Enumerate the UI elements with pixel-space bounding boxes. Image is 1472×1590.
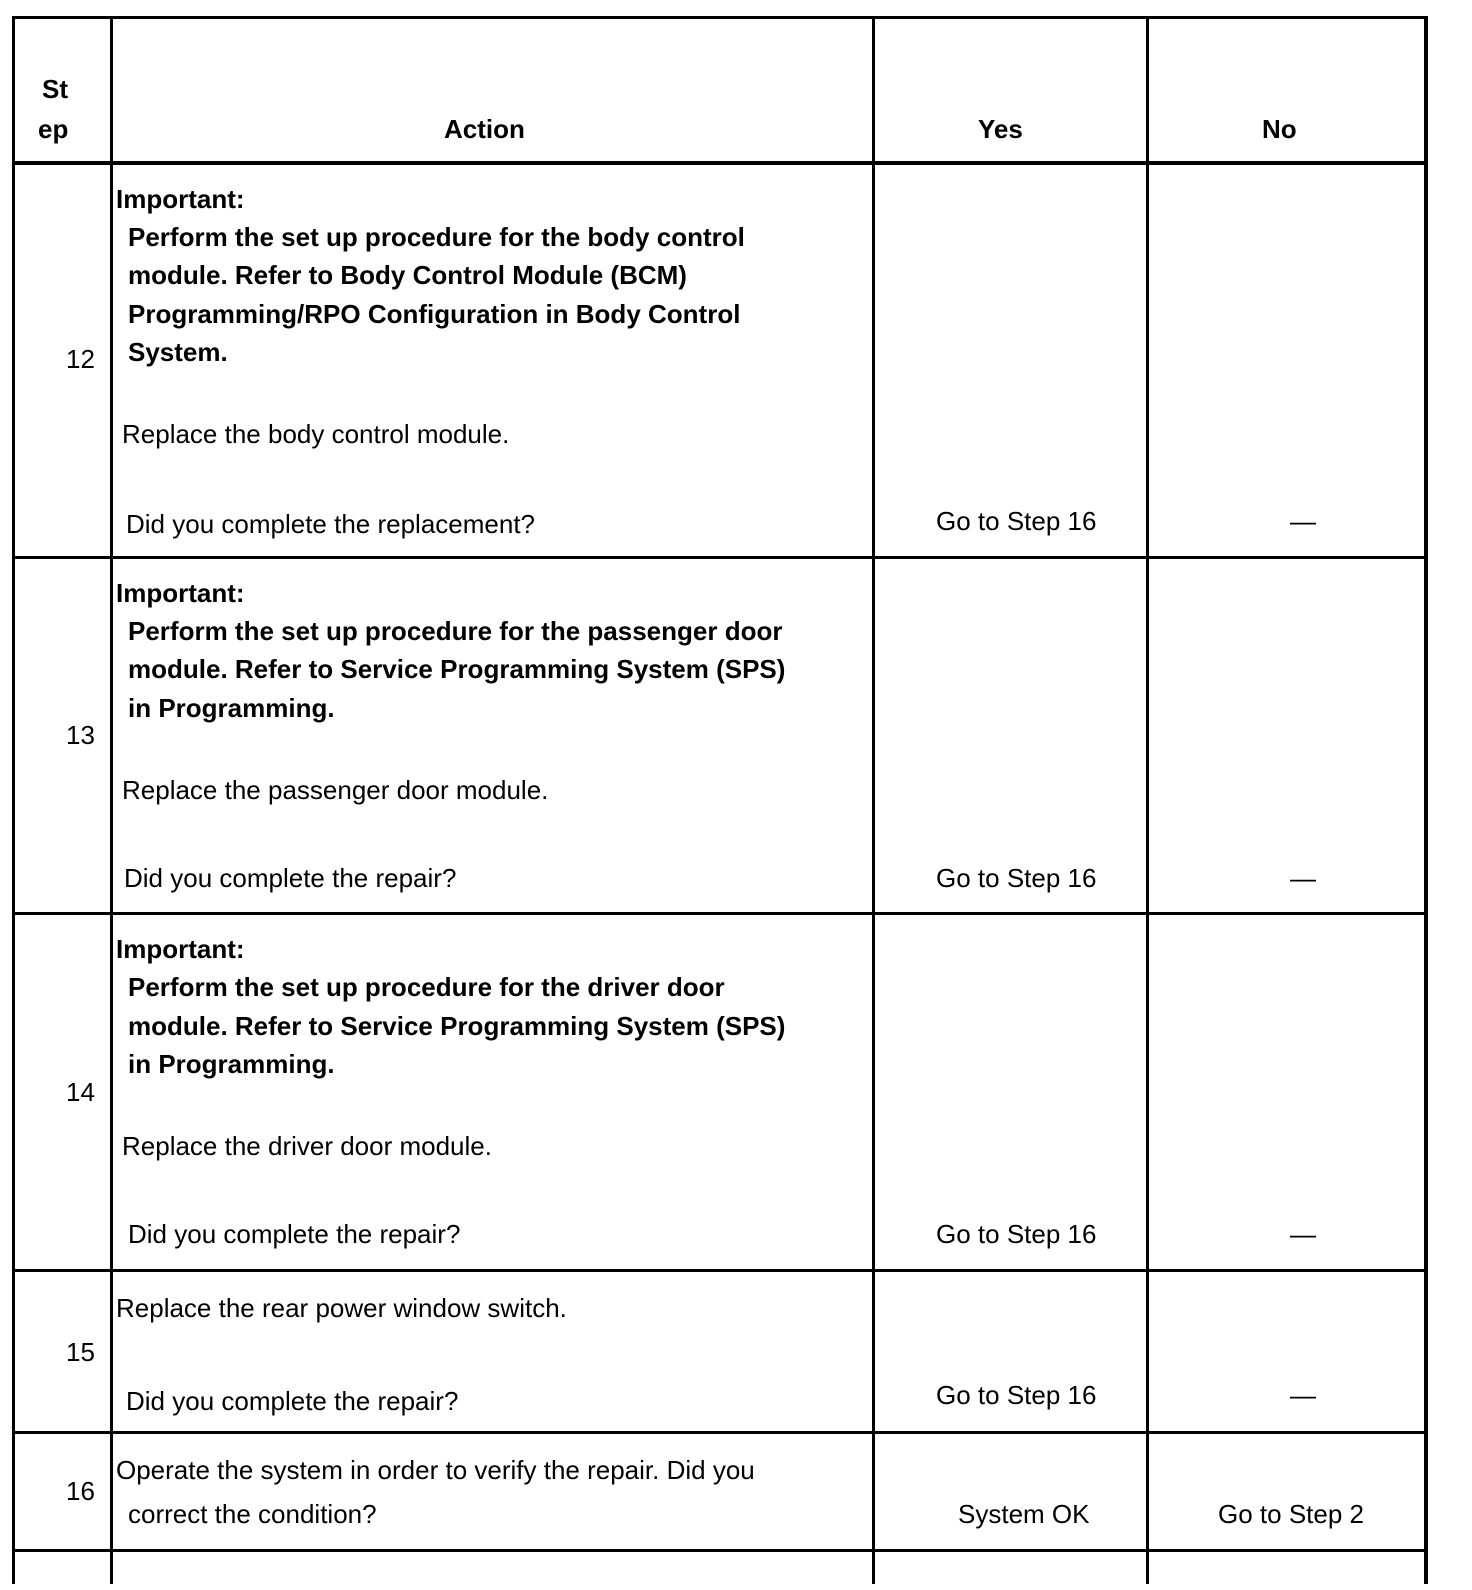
important-text: module. Refer to Service Programming System (SPS) (128, 1011, 786, 1041)
instruction-text: correct the condition? (128, 1499, 377, 1529)
grid-line (872, 16, 875, 1584)
header-step-line2: ep (38, 114, 69, 144)
no-result: Go to Step 2 (1218, 1499, 1364, 1529)
grid-line (12, 1549, 1428, 1552)
important-text: in Programming. (128, 693, 335, 723)
no-result: — (1290, 1380, 1316, 1410)
important-text: Perform the set up procedure for the passenger door (128, 616, 783, 646)
grid-line (1424, 16, 1428, 1584)
grid-line (110, 16, 113, 1584)
instruction-text: Operate the system in order to verify the repair. Did you (116, 1455, 755, 1485)
instruction-text: Replace the rear power window switch. (116, 1293, 567, 1323)
important-label: Important: (116, 578, 245, 608)
yes-result: Go to Step 16 (936, 1380, 1097, 1410)
header-no: No (1262, 114, 1297, 144)
yes-result: System OK (958, 1499, 1090, 1529)
important-text: Perform the set up procedure for the body control (128, 222, 745, 252)
grid-line (12, 161, 1428, 165)
step-number: 12 (66, 344, 95, 374)
question-text: Did you complete the repair? (124, 863, 457, 893)
grid-line (12, 16, 1428, 19)
important-text: Programming/RPO Configuration in Body Control (128, 299, 741, 329)
important-text: module. Refer to Body Control Module (BCM) (128, 260, 687, 290)
header-action: Action (444, 114, 525, 144)
important-text: module. Refer to Service Programming System (SPS) (128, 654, 786, 684)
no-result: — (1290, 506, 1316, 536)
important-text: System. (128, 337, 228, 367)
step-number: 16 (66, 1476, 95, 1506)
instruction-text: Replace the driver door module. (122, 1131, 492, 1161)
grid-line (12, 1269, 1428, 1272)
important-label: Important: (116, 934, 245, 964)
grid-line (12, 912, 1428, 915)
question-text: Did you complete the repair? (128, 1219, 461, 1249)
question-text: Did you complete the replacement? (126, 509, 536, 539)
no-result: — (1290, 863, 1316, 893)
yes-result: Go to Step 16 (936, 506, 1097, 536)
important-text: in Programming. (128, 1049, 335, 1079)
question-text: Did you complete the repair? (126, 1386, 459, 1416)
step-number: 15 (66, 1337, 95, 1367)
grid-line (12, 556, 1428, 559)
instruction-text: Replace the body control module. (122, 419, 510, 449)
grid-line (12, 1431, 1428, 1434)
grid-line (12, 16, 15, 1584)
step-number: 13 (66, 720, 95, 750)
instruction-text: Replace the passenger door module. (122, 775, 549, 805)
yes-result: Go to Step 16 (936, 863, 1097, 893)
step-number: 14 (66, 1077, 95, 1107)
important-label: Important: (116, 184, 245, 214)
yes-result: Go to Step 16 (936, 1219, 1097, 1249)
grid-line (1146, 16, 1149, 1584)
header-step-line1: St (42, 74, 68, 104)
header-yes: Yes (978, 114, 1023, 144)
diagnostic-table (12, 16, 1460, 1584)
important-text: Perform the set up procedure for the driver door (128, 972, 725, 1002)
no-result: — (1290, 1219, 1316, 1249)
